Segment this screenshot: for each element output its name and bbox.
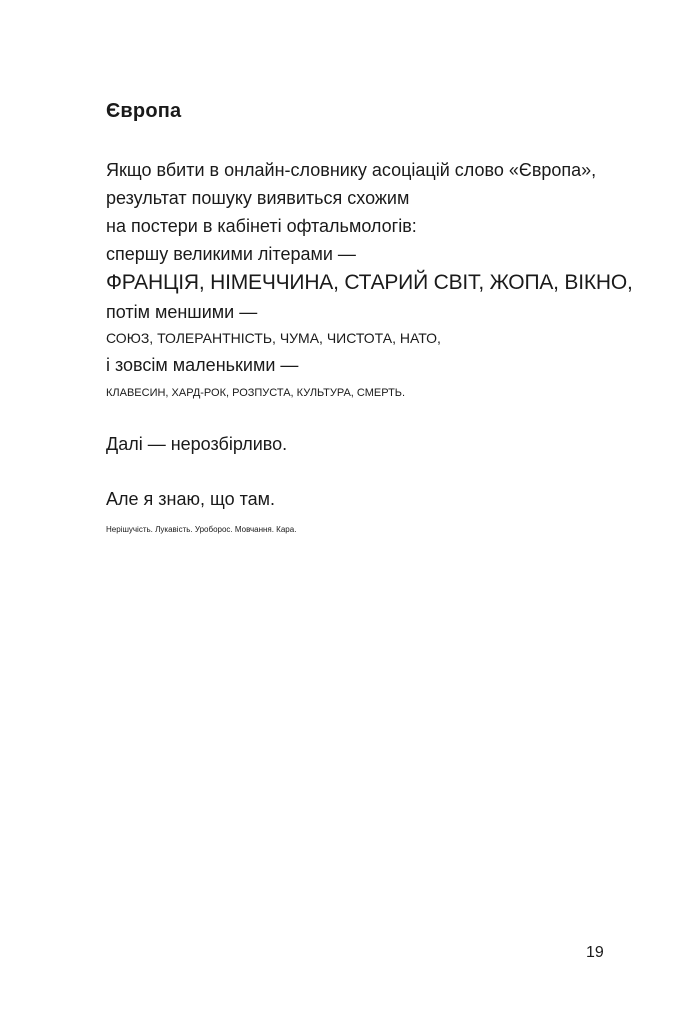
poem-stanza	[106, 156, 666, 405]
poem-line-medium-caps: СОЮЗ, ТОЛЕРАНТНІСТЬ, ЧУМА, ЧИСТОТА, НАТО,	[106, 330, 441, 346]
poem-line: і зовсім маленькими —	[106, 355, 299, 375]
poem-line-tiny: Нерішучість. Лукавість. Уроборос. Мовчання. Кара.	[106, 525, 297, 534]
poem-line: на постери в кабінеті офтальмологів:	[106, 216, 417, 236]
poem-line: результат пошуку виявиться схожим	[106, 188, 410, 208]
poem-line-small-caps: КЛАВЕСИН, ХАРД-РОК, РОЗПУСТА, КУЛЬТУРА, СМЕРТЬ.	[106, 387, 406, 399]
poem-line: потім меншими —	[106, 302, 258, 322]
poem-line-know: Але я знаю, що там.	[106, 489, 276, 509]
page-number: 19	[586, 944, 604, 961]
poem-line: Якщо вбити в онлайн-словнику асоціацій слово «Європа»,	[106, 160, 597, 180]
poem-line-large-caps: ФРАНЦІЯ, НІМЕЧЧИНА, СТАРИЙ СВІТ, ЖОПА, ВІКНО,	[106, 271, 633, 294]
poem-line: спершу великими літерами —	[106, 244, 356, 264]
page-title: Європа	[106, 100, 182, 122]
poem-line-illegible: Далі — нерозбірливо.	[106, 434, 288, 454]
